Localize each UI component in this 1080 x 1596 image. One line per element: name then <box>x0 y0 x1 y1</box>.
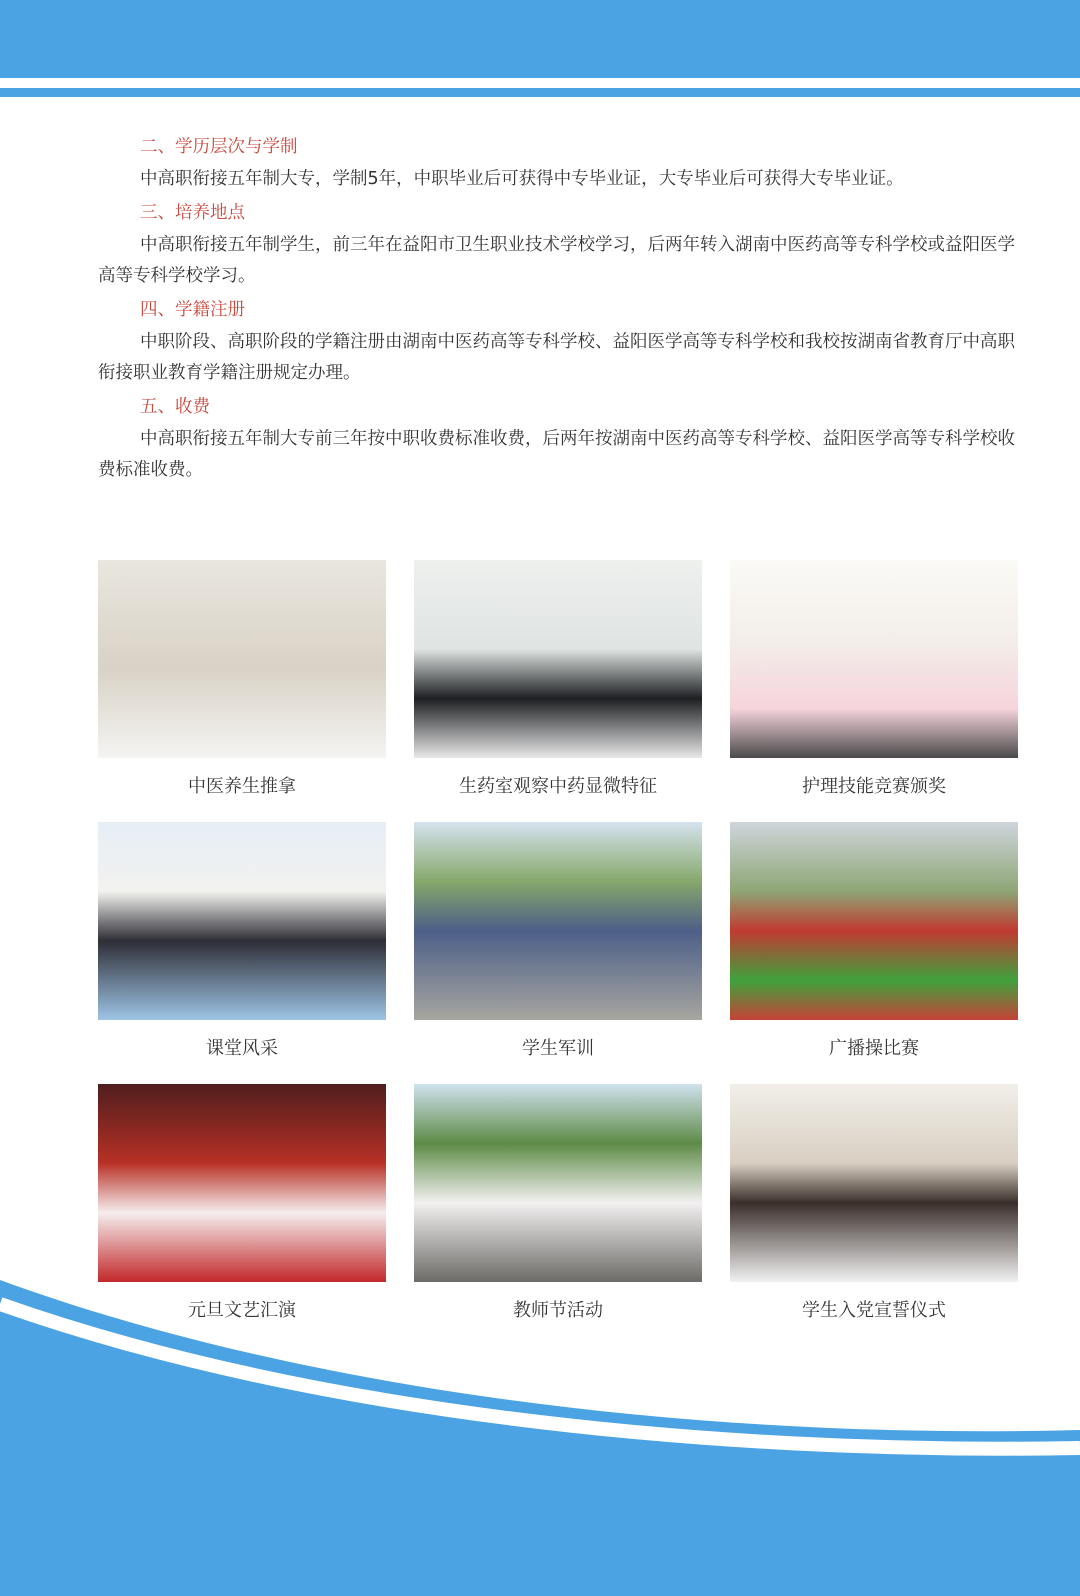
photo-caption: 护理技能竞赛颁奖 <box>802 776 946 797</box>
text-content <box>98 132 1018 489</box>
nursing-award-photo <box>730 560 1018 758</box>
section-heading: 二、学历层次与学制 <box>140 137 298 157</box>
microscope-lab-photo <box>414 560 702 758</box>
photo-caption: 学生军训 <box>522 1038 594 1059</box>
photo-item <box>414 822 702 1060</box>
photo-item <box>414 560 702 798</box>
photo-caption: 学生入党宣誓仪式 <box>802 1300 946 1321</box>
classroom-photo <box>98 822 386 1020</box>
bottom-wave-decoration <box>0 1280 1080 1596</box>
exercise-contest-photo <box>730 822 1018 1020</box>
section-body: 中高职衔接五年制大专前三年按中职收费标准收费，后两年按湖南中医药高等专科学校、益阳医学高等专科学校收费标准收费。 <box>98 429 1015 480</box>
photo-caption: 元旦文艺汇演 <box>188 1300 296 1321</box>
photo-caption: 生药室观察中药显微特征 <box>459 776 657 797</box>
photo-caption: 教师节活动 <box>513 1300 603 1321</box>
section-training-location <box>98 198 1018 292</box>
section-fees <box>98 392 1018 486</box>
top-header-band <box>0 0 1080 78</box>
teachers-day-photo <box>414 1084 702 1282</box>
photo-item <box>98 560 386 798</box>
section-enrollment <box>98 295 1018 389</box>
section-heading: 五、收费 <box>140 397 210 417</box>
military-training-photo <box>414 822 702 1020</box>
section-education-level <box>98 132 1018 195</box>
section-heading: 三、培养地点 <box>140 203 245 223</box>
massage-photo <box>98 560 386 758</box>
photo-caption: 中医养生推拿 <box>188 776 296 797</box>
new-year-show-photo <box>98 1084 386 1282</box>
party-oath-photo <box>730 1084 1018 1282</box>
photo-caption: 广播操比赛 <box>829 1038 919 1059</box>
section-heading: 四、学籍注册 <box>140 300 245 320</box>
section-body: 中职阶段、高职阶段的学籍注册由湖南中医药高等专科学校、益阳医学高等专科学校和我校按湖南省教育厅中高职衔接职业教育学籍注册规定办理。 <box>98 332 1015 383</box>
section-body: 中高职衔接五年制学生，前三年在益阳市卫生职业技术学校学习，后两年转入湖南中医药高等专科学校或益阳医学高等专科学校学习。 <box>98 235 1015 286</box>
section-body: 中高职衔接五年制大专，学制5年，中职毕业后可获得中专毕业证，大专毕业后可获得大专毕业证。 <box>140 169 904 189</box>
photo-item <box>730 560 1018 798</box>
photo-caption: 课堂风采 <box>206 1038 278 1059</box>
photo-item <box>98 822 386 1060</box>
top-header-stripe <box>0 88 1080 97</box>
photo-item <box>730 822 1018 1060</box>
